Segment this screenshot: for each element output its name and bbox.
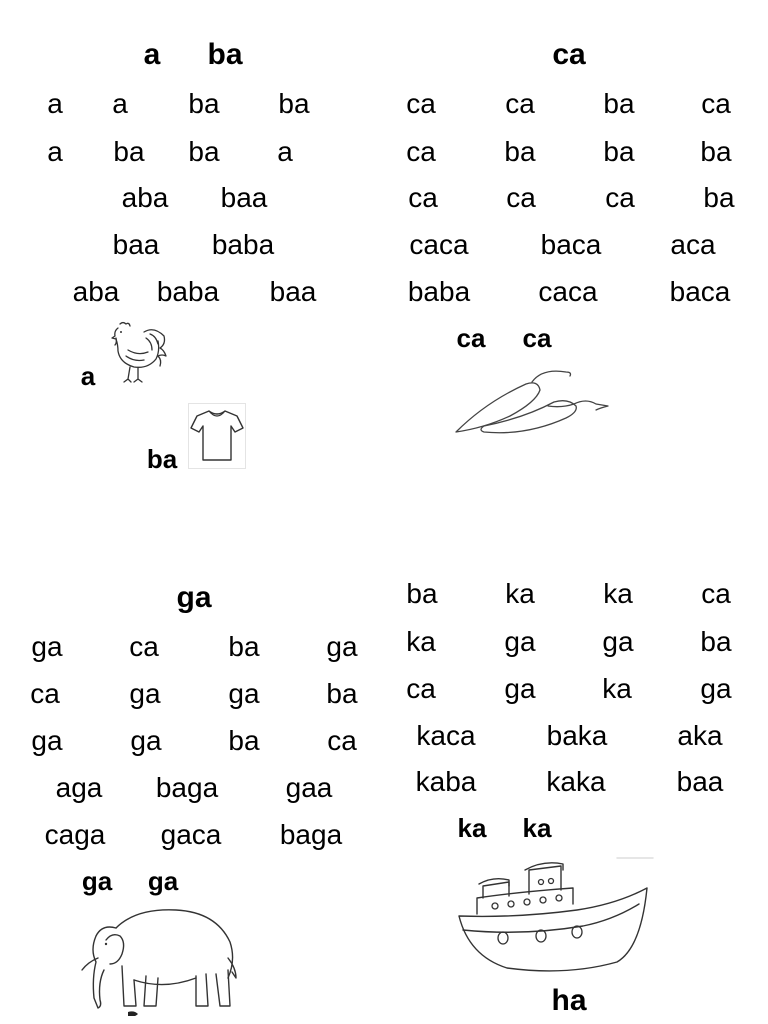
word: kaca <box>416 720 476 751</box>
word: caca <box>409 229 469 260</box>
word: kaka <box>546 766 606 797</box>
syllable: a <box>47 88 63 119</box>
syllable: ga <box>504 626 536 657</box>
word: aba <box>72 276 120 307</box>
syllable: ca <box>327 725 357 756</box>
syllable: a <box>277 136 293 167</box>
syllable: ga <box>129 678 161 709</box>
syllable: ba <box>703 182 735 213</box>
syllable: ba <box>228 631 260 662</box>
syllable: ba <box>326 678 358 709</box>
syllable: ba <box>603 88 635 119</box>
syllable: ga <box>31 725 63 756</box>
rooster-picture <box>106 320 170 386</box>
word: baba <box>407 276 471 307</box>
word: baga <box>155 772 219 803</box>
word: aka <box>677 720 723 751</box>
syllable: ka <box>602 673 632 704</box>
syllable: ca <box>30 678 60 709</box>
label-ga-1: ga <box>81 866 113 896</box>
heading-a: a <box>143 38 161 71</box>
word: baa <box>220 182 268 213</box>
syllable: ba <box>406 578 438 609</box>
syllable: ga <box>31 631 63 662</box>
syllable: ba <box>700 626 732 657</box>
syllable: ga <box>504 673 536 704</box>
syllable: ca <box>129 631 159 662</box>
heading-ga: ga <box>176 581 212 614</box>
syllable: ca <box>406 88 436 119</box>
label-ka-1: ka <box>457 813 487 843</box>
word: baka <box>546 720 608 751</box>
label-ca-2: ca <box>522 323 552 353</box>
syllable: ga <box>602 626 634 657</box>
word: gaa <box>285 772 333 803</box>
label-ba: ba <box>146 444 178 474</box>
syllable: ga <box>130 725 162 756</box>
syllable: ga <box>700 673 732 704</box>
heading-ba: ba <box>207 38 243 71</box>
syllable: ca <box>406 136 436 167</box>
syllable: ba <box>603 136 635 167</box>
syllable: ba <box>188 136 220 167</box>
syllable: ka <box>406 626 436 657</box>
word: baba <box>211 229 275 260</box>
word: baga <box>279 819 343 850</box>
syllable: ba <box>228 725 260 756</box>
syllable: ba <box>504 136 536 167</box>
word: aga <box>55 772 103 803</box>
syllable: ca <box>605 182 635 213</box>
word: baa <box>676 766 724 797</box>
syllable: ba <box>113 136 145 167</box>
label-ga-2: ga <box>147 866 179 896</box>
ship-picture <box>455 856 655 976</box>
syllable: ba <box>188 88 220 119</box>
heading-ha: ha <box>551 984 587 1017</box>
word: aca <box>670 229 716 260</box>
heading-ca: ca <box>552 38 586 71</box>
word: baa <box>112 229 160 260</box>
syllable: ka <box>603 578 633 609</box>
syllable: ca <box>506 182 536 213</box>
chili-peppers-picture <box>452 368 612 440</box>
word: gaca <box>160 819 222 850</box>
word: aba <box>121 182 169 213</box>
syllable: ca <box>701 88 731 119</box>
elephant-picture <box>76 906 240 1016</box>
syllable: ba <box>700 136 732 167</box>
syllable: ba <box>278 88 310 119</box>
syllable: ka <box>505 578 535 609</box>
syllable: ga <box>326 631 358 662</box>
word: caca <box>538 276 598 307</box>
word: baca <box>540 229 602 260</box>
tshirt-picture <box>188 403 246 469</box>
word: caga <box>44 819 106 850</box>
syllable: ga <box>228 678 260 709</box>
word: kaba <box>415 766 477 797</box>
syllable: ca <box>701 578 731 609</box>
word: baba <box>156 276 220 307</box>
word: baca <box>669 276 731 307</box>
label-ca-1: ca <box>456 323 486 353</box>
syllable: a <box>112 88 128 119</box>
label-a: a <box>80 361 96 391</box>
syllable: a <box>47 136 63 167</box>
word: baa <box>269 276 317 307</box>
syllable: ca <box>505 88 535 119</box>
syllable: ca <box>406 673 436 704</box>
label-ka-2: ka <box>522 813 552 843</box>
syllable: ca <box>408 182 438 213</box>
